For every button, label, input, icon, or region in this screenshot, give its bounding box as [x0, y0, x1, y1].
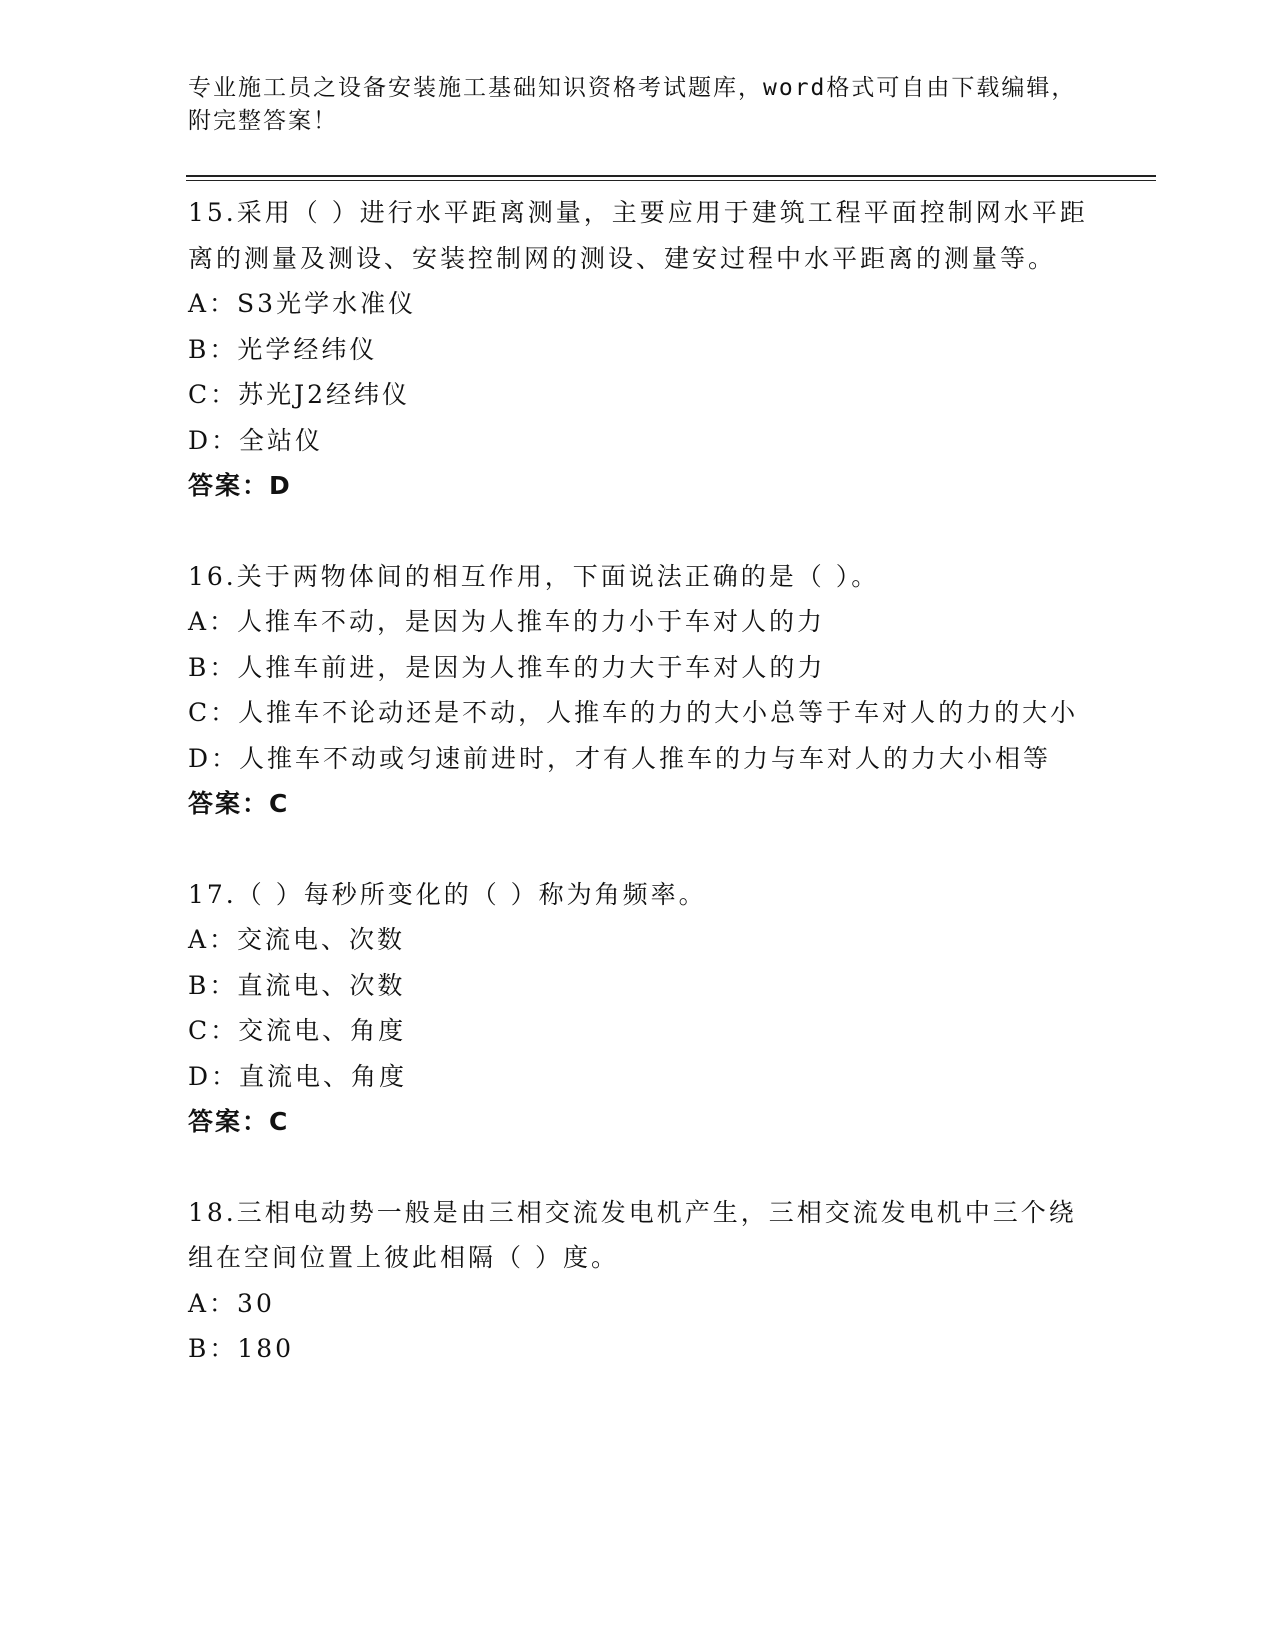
answer-line: 答案：D — [188, 471, 292, 500]
option-a: A：人推车不动，是因为人推车的力小于车对人的力 — [188, 607, 826, 636]
question-stem: 18.三相电动势一般是由三相交流发电机产生，三相交流发电机中三个绕组在空间位置上彼此相隔（ ）度。 — [188, 1197, 1077, 1272]
question-15 — [188, 190, 1088, 509]
option-d: D：直流电、角度 — [188, 1061, 408, 1091]
question-stem: 15.采用（ ）进行水平距离测量，主要应用于建筑工程平面控制网水平距离的测量及测设、安装控制网的测设、建安过程中水平距离的测量等。 — [188, 198, 1088, 273]
option-c: C：苏光J2经纬仪 — [188, 380, 411, 409]
question-spacer — [188, 1145, 1088, 1190]
question-stem: 16.关于两物体间的相互作用，下面说法正确的是（ ）。 — [188, 561, 880, 591]
option-a: A：S3光学水准仪 — [188, 289, 417, 318]
header-divider-thick — [186, 175, 1156, 177]
option-b: B：直流电、次数 — [188, 970, 406, 1000]
question-18 — [188, 1190, 1088, 1372]
option-c: C：人推车不论动还是不动，人推车的力的大小总等于车对人的力的大小 — [188, 698, 1079, 727]
question-list — [188, 190, 1088, 1372]
option-a: A：交流电、次数 — [188, 925, 406, 954]
answer-line: 答案：C — [188, 1107, 290, 1136]
option-d: D：人推车不动或匀速前进时，才有人推车的力与车对人的力大小相等 — [188, 743, 1052, 773]
header-title: 专业施工员之设备安装施工基础知识资格考试题库，word格式可自由下载编辑，附完整答案！ — [188, 75, 1077, 134]
option-c: C：交流电、角度 — [188, 1016, 407, 1045]
option-b: B：光学经纬仪 — [188, 334, 378, 364]
option-b: B：180 — [188, 1334, 295, 1363]
document-header — [188, 72, 1088, 138]
option-b: B：人推车前进，是因为人推车的力大于车对人的力 — [188, 652, 826, 682]
option-a: A：30 — [188, 1288, 275, 1318]
question-spacer — [188, 827, 1088, 872]
answer-line: 答案：C — [188, 789, 290, 818]
question-16 — [188, 554, 1088, 827]
question-17 — [188, 872, 1088, 1145]
header-divider-thin — [186, 180, 1156, 181]
question-spacer — [188, 509, 1088, 554]
question-stem: 17.（ ）每秒所变化的（ ）称为角频率。 — [188, 879, 707, 909]
option-d: D：全站仪 — [188, 425, 324, 455]
